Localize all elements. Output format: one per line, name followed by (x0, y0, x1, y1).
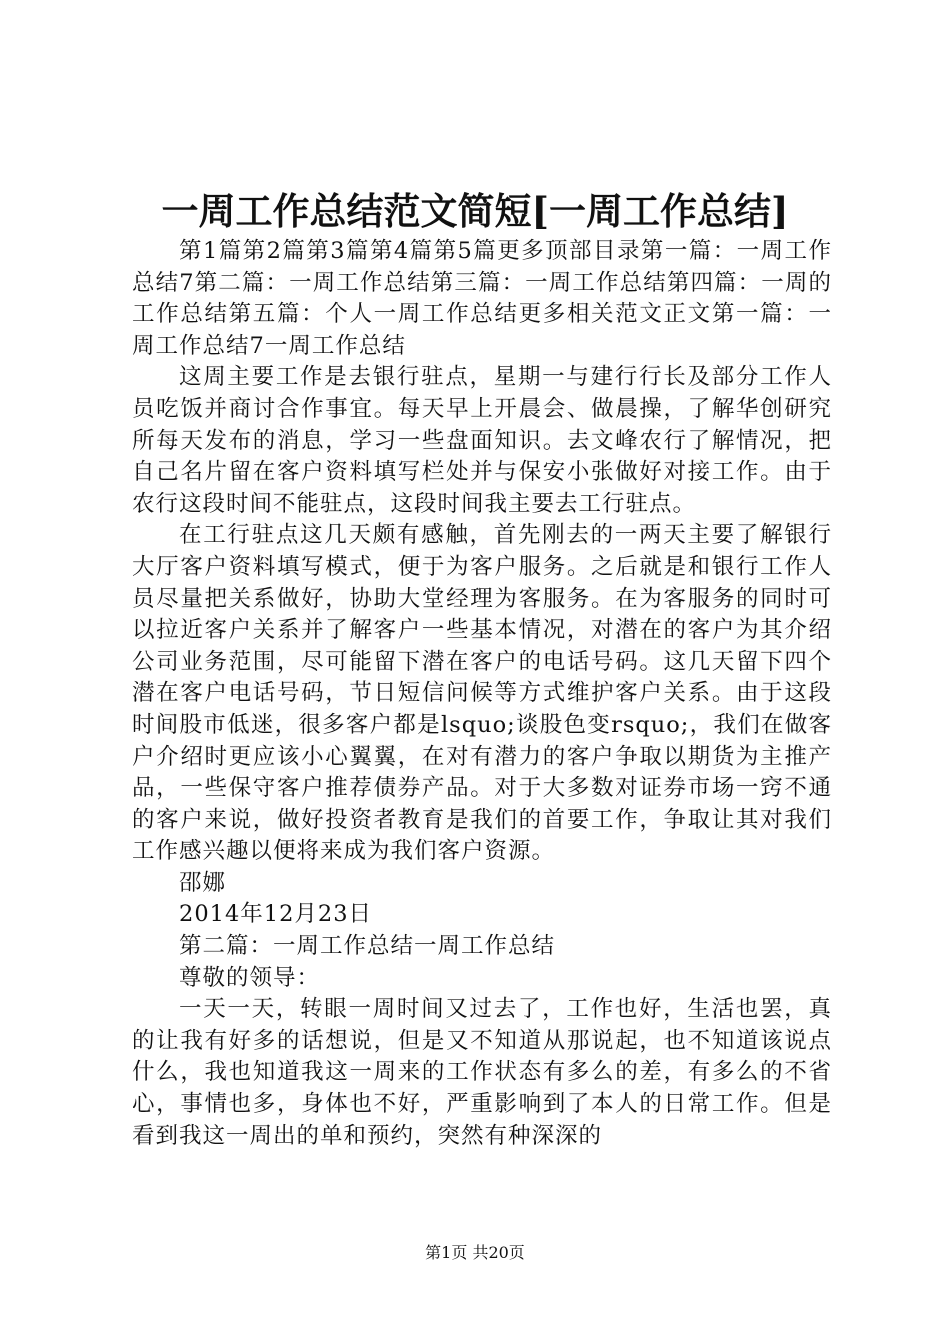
signature-name: 邵娜 (179, 869, 227, 896)
document-body (132, 236, 832, 1152)
salutation: 尊敬的领导： (179, 964, 321, 991)
section-heading: 第二篇：一周工作总结一周工作总结 (179, 933, 556, 960)
signature-date: 2014年12月23日 (179, 901, 373, 928)
body-paragraph: 这周主要工作是去银行驻点，星期一与建行行长及部分工作人员吃饭并商讨合作事宜。每天早上开晨会、做晨操，了解华创研究所每天发布的消息，学习一些盘面知识。去文峰农行了解情况，把自己名片留在客户资料填写栏处并与保安小张做好对接工作。由于农行这段时间不能驻点，这段时间我主要去工行驻点。 (132, 364, 832, 517)
toc-paragraph: 第1篇第2篇第3篇第4篇第5篇更多顶部目录第一篇：一周工作总结7第二篇：一周工作总结第三篇：一周工作总结第四篇：一周的工作总结第五篇：个人一周工作总结更多相关范文正文第一篇：一周工作总结7一周工作总结 (132, 238, 832, 359)
page-number: 第1页 共20页 (425, 1243, 525, 1262)
document-title: 一周工作总结范文简短[一周工作总结] (161, 189, 789, 233)
body-paragraph: 一天一天，转眼一周时间又过去了，工作也好，生活也罢，真的让我有好多的话想说，但是又不知道从那说起，也不知道该说点什么，我也知道我这一周来的工作状态有多么的差，有多么的不省心，事情也多，身体也不好，严重影响到了本人的日常工作。但是看到我这一周出的单和预约，突然有种深深的 (132, 996, 832, 1149)
body-paragraph: 在工行驻点这几天颇有感触，首先刚去的一两天主要了解银行大厅客户资料填写模式，便于为客户服务。之后就是和银行工作人员尽量把关系做好，协助大堂经理为客服务。在为客服务的同时可以拉近客户关系并了解客户一些基本情况，对潜在的客户为其介绍公司业务范围，尽可能留下潜在客户的电话号码。这几天留下四个潜在客户电话号码，节日短信问候等方式维护客户关系。由于这段时间股市低迷，很多客户都是lsquo;谈股色变rsquo;，我们在做客户介绍时更应该小心翼翼，在对有潜力的客户争取以期货为主推产品，一些保守客户推荐债券产品。对于大多数对证券市场一窍不通的客户来说，做好投资者教育是我们的首要工作，争取让其对我们工作感兴趣以便将来成为我们客户资源。 (132, 522, 832, 865)
